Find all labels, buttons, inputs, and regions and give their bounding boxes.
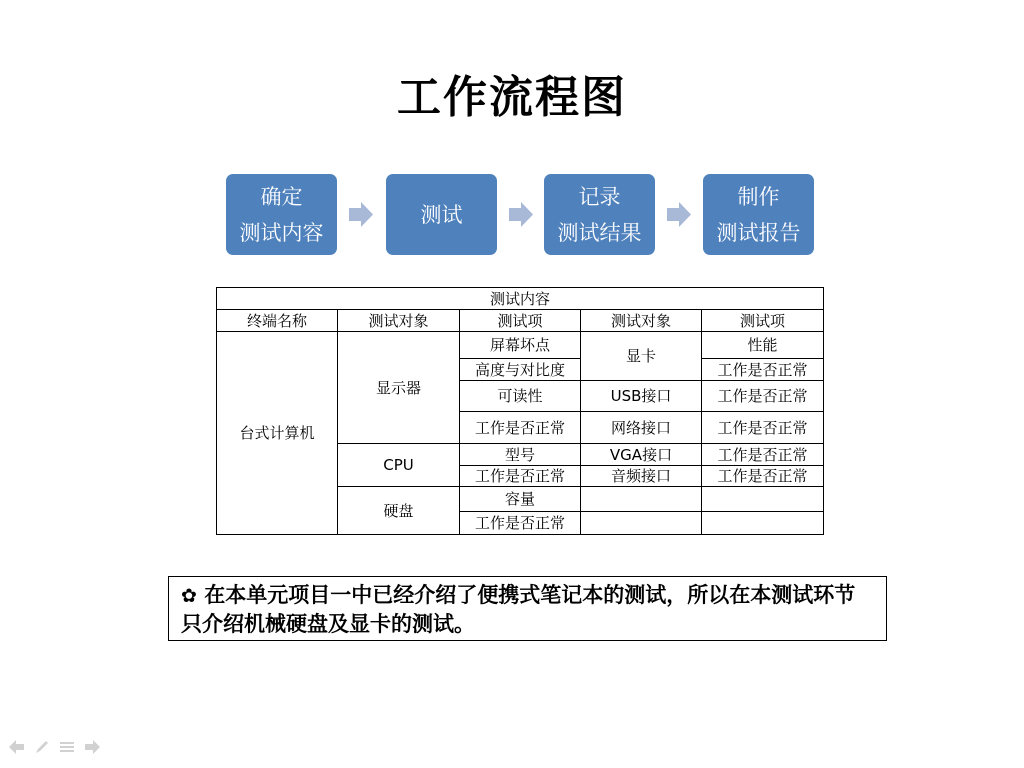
item2-cell: 工作是否正常 xyxy=(702,381,824,412)
prev-icon[interactable] xyxy=(8,738,25,755)
flow-step-label: 测试报告 xyxy=(716,220,801,245)
item-cell: 工作是否正常 xyxy=(460,466,581,487)
empty-cell xyxy=(581,487,702,512)
item2-cell: 工作是否正常 xyxy=(702,444,824,466)
slide-nav xyxy=(8,738,100,756)
object2-cell: 音频接口 xyxy=(581,466,702,487)
table-header-top: 测试内容 xyxy=(217,288,824,310)
object2-cell: 网络接口 xyxy=(581,412,702,444)
item2-cell: 工作是否正常 xyxy=(702,466,824,487)
test-content-table xyxy=(216,287,824,535)
empty-cell xyxy=(702,487,824,512)
note-box xyxy=(168,576,887,641)
item2-cell: 性能 xyxy=(702,332,824,359)
arrow-right-icon xyxy=(349,202,373,227)
item-cell: 屏幕坏点 xyxy=(460,332,581,359)
table-row xyxy=(217,288,824,310)
terminal-cell: 台式计算机 xyxy=(217,332,338,535)
object2-cell: USB接口 xyxy=(581,381,702,412)
object-cell: 硬盘 xyxy=(338,487,460,535)
arrow-right-icon xyxy=(667,202,691,227)
item2-cell: 工作是否正常 xyxy=(702,359,824,381)
table-row xyxy=(217,310,824,332)
next-icon[interactable] xyxy=(83,738,100,755)
table-row xyxy=(217,332,824,359)
column-header: 测试项 xyxy=(702,310,824,332)
object2-cell: 显卡 xyxy=(581,332,702,381)
column-header: 终端名称 xyxy=(217,310,338,332)
pen-icon[interactable] xyxy=(33,738,50,755)
item-cell: 容量 xyxy=(460,487,581,512)
flow-step-report xyxy=(703,174,814,255)
flow-step-label: 测试结果 xyxy=(557,220,642,245)
arrow-right-icon xyxy=(509,202,533,227)
empty-cell xyxy=(702,512,824,535)
flow-step-record xyxy=(544,174,655,255)
item-cell: 型号 xyxy=(460,444,581,466)
note-text: 在本单元项目一中已经介绍了便携式笔记本的测试，所以在本测试环节只介绍机械硬盘及显卡的测试。 xyxy=(181,582,856,636)
flow-step-label: 制作 xyxy=(737,184,780,209)
column-header: 测试对象 xyxy=(338,310,460,332)
flow-step-label: 测试内容 xyxy=(239,220,324,245)
flower-icon: ✿ xyxy=(181,585,197,607)
item-cell: 高度与对比度 xyxy=(460,359,581,381)
flow-step-label: 测试 xyxy=(420,202,463,227)
flow-step-label: 记录 xyxy=(578,184,621,209)
column-header: 测试对象 xyxy=(581,310,702,332)
flow-step-label: 确定 xyxy=(260,184,303,209)
object-cell: 显示器 xyxy=(338,332,460,444)
item2-cell: 工作是否正常 xyxy=(702,412,824,444)
menu-icon[interactable] xyxy=(58,738,75,755)
object-cell: CPU xyxy=(338,444,460,487)
item-cell: 可读性 xyxy=(460,381,581,412)
flow-step-test xyxy=(386,174,497,255)
object2-cell: VGA接口 xyxy=(581,444,702,466)
empty-cell xyxy=(581,512,702,535)
column-header: 测试项 xyxy=(460,310,581,332)
item-cell: 工作是否正常 xyxy=(460,512,581,535)
page-title: 工作流程图 xyxy=(397,72,627,123)
flow-step-confirm xyxy=(226,174,337,255)
item-cell: 工作是否正常 xyxy=(460,412,581,444)
